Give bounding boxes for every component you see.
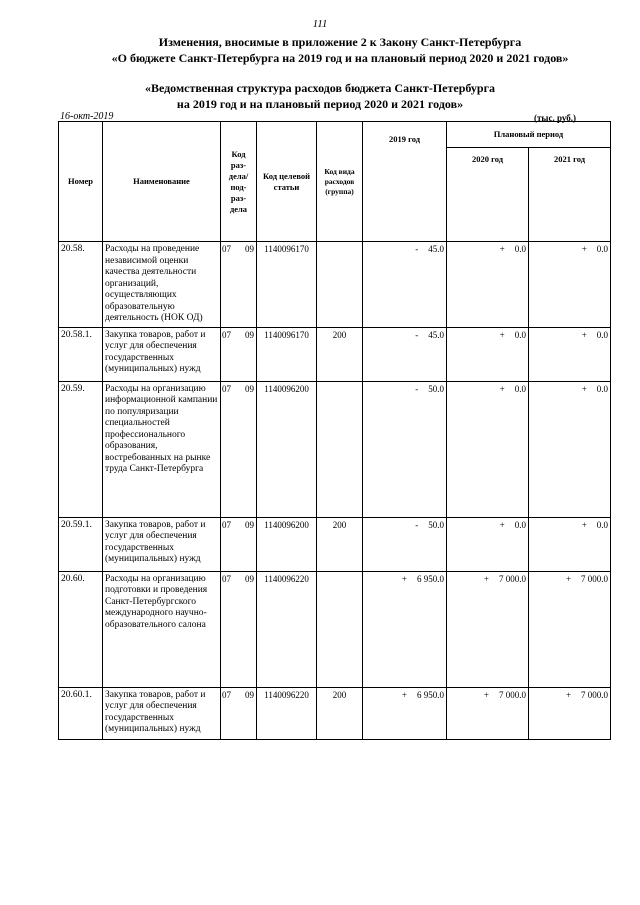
value: 0.0 bbox=[514, 383, 526, 394]
row-expense-type bbox=[317, 571, 363, 687]
row-section bbox=[221, 327, 257, 381]
value: 0.0 bbox=[514, 329, 526, 340]
value: 50.0 bbox=[428, 519, 444, 530]
row-2019 bbox=[363, 517, 447, 571]
row-number: 20.60.1. bbox=[59, 687, 103, 739]
row-section bbox=[221, 687, 257, 739]
value: 45.0 bbox=[428, 329, 444, 340]
value: 0.0 bbox=[596, 244, 609, 254]
value: 6 950.0 bbox=[417, 689, 444, 700]
document-title bbox=[40, 34, 640, 66]
row-target: 1140096200 bbox=[257, 517, 317, 571]
row-expense-type bbox=[317, 381, 363, 517]
sign: + bbox=[581, 383, 587, 394]
subsection-code: 09 bbox=[245, 573, 254, 584]
row-number: 20.59.1. bbox=[59, 517, 103, 571]
subsection-code: 09 bbox=[245, 329, 254, 340]
row-target: 1140096220 bbox=[257, 687, 317, 739]
row-target: 1140096200 bbox=[257, 381, 317, 517]
row-target: 1140096170 bbox=[257, 242, 317, 328]
row-2021 bbox=[529, 517, 611, 571]
sign: + bbox=[565, 573, 572, 584]
col-2020: 2020 год bbox=[447, 148, 529, 242]
row-target: 1140096170 bbox=[257, 327, 317, 381]
table-row bbox=[59, 327, 611, 381]
row-number: 20.59. bbox=[59, 381, 103, 517]
col-planned-period: Плановый период bbox=[447, 122, 611, 148]
row-2019 bbox=[363, 381, 447, 517]
value: 7 000.0 bbox=[581, 573, 609, 584]
row-2020 bbox=[447, 687, 529, 739]
value: 0.0 bbox=[596, 329, 609, 340]
value: 7 000.0 bbox=[499, 573, 526, 584]
sign: + bbox=[401, 573, 407, 584]
row-2020 bbox=[447, 242, 529, 328]
row-number: 20.58.1. bbox=[59, 327, 103, 381]
col-section: Код раз- дела/ под- раз- дела bbox=[221, 122, 257, 242]
row-number: 20.60. bbox=[59, 571, 103, 687]
subsection-code: 09 bbox=[245, 689, 254, 700]
section-code: 07 bbox=[222, 329, 231, 340]
row-name: Закупка товаров, работ и услуг для обеспечения государственных (муниципальных) нужд bbox=[103, 517, 221, 571]
row-section bbox=[221, 571, 257, 687]
value: 7 000.0 bbox=[499, 689, 526, 700]
row-expense-type: 200 bbox=[317, 687, 363, 739]
row-2019 bbox=[363, 242, 447, 328]
row-2021 bbox=[529, 571, 611, 687]
subsection-code: 09 bbox=[245, 519, 254, 530]
value: 50.0 bbox=[428, 383, 444, 394]
value: 7 000.0 bbox=[581, 689, 609, 700]
row-section bbox=[221, 242, 257, 328]
table-row bbox=[59, 517, 611, 571]
title-line-1: Изменения, вносимые в приложение 2 к Закону Санкт-Петербурга bbox=[158, 35, 522, 49]
document-date: 16-окт-2019 bbox=[60, 111, 114, 122]
row-name: Закупка товаров, работ и услуг для обеспечения государственных (муниципальных) нужд bbox=[103, 327, 221, 381]
sign: - bbox=[415, 329, 419, 340]
table-title bbox=[20, 80, 620, 112]
table-row bbox=[59, 381, 611, 517]
row-expense-type bbox=[317, 242, 363, 328]
sign: + bbox=[499, 519, 505, 530]
value: 0.0 bbox=[514, 244, 526, 254]
section-code: 07 bbox=[222, 573, 231, 584]
section-code: 07 bbox=[222, 689, 231, 700]
table-row bbox=[59, 571, 611, 687]
sign: + bbox=[401, 689, 407, 700]
row-number: 20.58. bbox=[59, 242, 103, 328]
value: 6 950.0 bbox=[417, 573, 444, 584]
row-2020 bbox=[447, 381, 529, 517]
row-section bbox=[221, 381, 257, 517]
col-2021: 2021 год bbox=[529, 148, 611, 242]
table-row bbox=[59, 687, 611, 739]
subsection-code: 09 bbox=[245, 383, 254, 394]
sign: + bbox=[581, 329, 587, 340]
section-code: 07 bbox=[222, 519, 231, 530]
title-line-2: «О бюджете Санкт-Петербурга на 2019 год и на плановый период 2020 и 2021 годов» bbox=[111, 51, 569, 65]
sign: + bbox=[483, 689, 489, 700]
row-2019 bbox=[363, 327, 447, 381]
value: 0.0 bbox=[514, 519, 526, 530]
unit-label: (тыс. руб.) bbox=[534, 113, 576, 123]
col-target: Код целевой статьи bbox=[257, 122, 317, 242]
row-2019 bbox=[363, 687, 447, 739]
sign: + bbox=[581, 519, 587, 530]
value: 0.0 bbox=[596, 383, 609, 394]
col-expense-type: Код вида расходов (группа) bbox=[317, 122, 363, 242]
sign: + bbox=[499, 329, 505, 340]
col-number: Номер bbox=[59, 122, 103, 242]
sign: + bbox=[565, 689, 572, 700]
row-target: 1140096220 bbox=[257, 571, 317, 687]
sign: + bbox=[499, 383, 505, 394]
row-2020 bbox=[447, 327, 529, 381]
row-name: Расходы на организацию подготовки и проведения Санкт-Петербургского международного научно-образовательного салона bbox=[103, 571, 221, 687]
sign: - bbox=[415, 519, 419, 530]
budget-table bbox=[58, 121, 611, 740]
row-name: Расходы на организацию информационной кампании по популяризации специальностей профессионального образования, востребованных на рынке труда Санкт-Петербурга bbox=[103, 381, 221, 517]
row-2020 bbox=[447, 517, 529, 571]
sign: + bbox=[483, 573, 489, 584]
table-row bbox=[59, 242, 611, 328]
sign: + bbox=[581, 244, 587, 254]
row-section bbox=[221, 517, 257, 571]
row-name: Закупка товаров, работ и услуг для обеспечения государственных (муниципальных) нужд bbox=[103, 687, 221, 739]
row-2019 bbox=[363, 571, 447, 687]
value: 0.0 bbox=[596, 519, 609, 530]
sign: + bbox=[499, 244, 505, 254]
subsection-code: 09 bbox=[245, 244, 254, 254]
row-expense-type: 200 bbox=[317, 517, 363, 571]
row-2021 bbox=[529, 381, 611, 517]
value: 45.0 bbox=[428, 244, 444, 254]
row-name: Расходы на проведение независимой оценки качества деятельности организаций, осуществляющих образовательную деятельность (НОК ОД) bbox=[103, 242, 221, 328]
row-expense-type: 200 bbox=[317, 327, 363, 381]
section-code: 07 bbox=[222, 383, 231, 394]
page-number: 111 bbox=[312, 18, 328, 30]
title-line-4: на 2019 год и на плановый период 2020 и 2021 годов» bbox=[176, 97, 464, 111]
row-2021 bbox=[529, 242, 611, 328]
row-2021 bbox=[529, 687, 611, 739]
row-2020 bbox=[447, 571, 529, 687]
col-name: Наименование bbox=[103, 122, 221, 242]
title-line-3: «Ведомственная структура расходов бюджета Санкт-Петербурга bbox=[144, 81, 496, 95]
sign: - bbox=[415, 244, 419, 254]
row-2021 bbox=[529, 327, 611, 381]
sign: - bbox=[415, 383, 419, 394]
col-2019: 2019 год bbox=[363, 122, 447, 242]
section-code: 07 bbox=[222, 244, 231, 254]
